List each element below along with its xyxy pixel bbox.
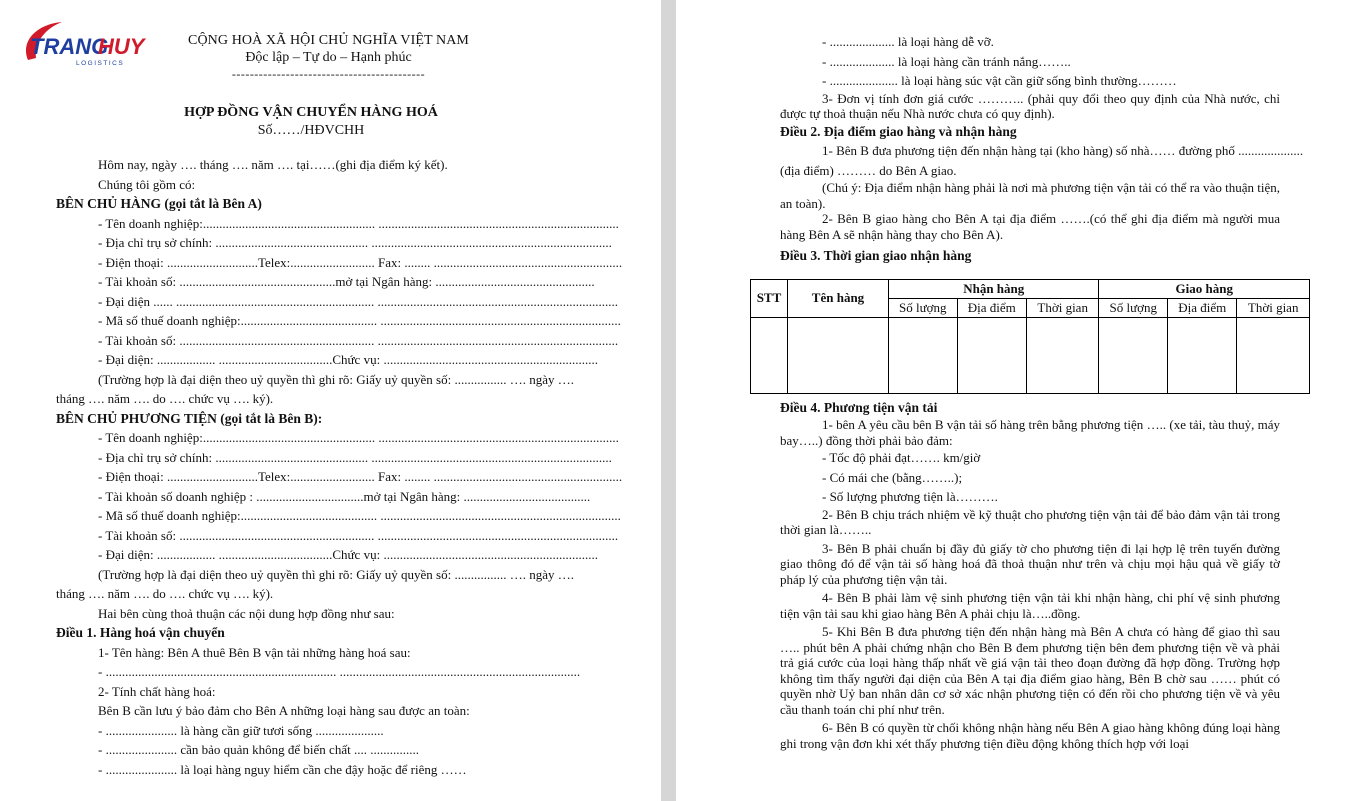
article-2-note: (Chú ý: Địa điểm nhận hàng phải là nơi mà phương tiện vận tải có thể ra vào thuận tiện, an toàn). bbox=[780, 180, 1280, 211]
article-3-heading: Điều 3. Thời gian giao nhận hàng bbox=[780, 248, 972, 263]
party-a-line: - Mã số thuế doanh nghiệp:.......................................... .......................................................................... bbox=[98, 313, 621, 328]
table-cell bbox=[1168, 317, 1237, 393]
article-1-heading: Điều 1. Hàng hoá vận chuyển bbox=[56, 625, 225, 640]
article-4-req: - Số lượng phương tiện là………. bbox=[822, 489, 998, 504]
company-logo bbox=[18, 18, 150, 76]
table-header-name: Tên hàng bbox=[788, 279, 889, 317]
article-4-item-4: 4- Bên B phải làm vệ sinh phương tiện vận tải khi nhận hàng, chi phí vệ sinh phương tiện vận tải sau khi giao hàng Bên A phải chịu là…..đồng. bbox=[780, 590, 1280, 621]
party-a-proxy: (Trường hợp là đại diện theo uỷ quyền thì ghi rõ: Giấy uỷ quyền số: ................ …. ngày …. bbox=[98, 371, 574, 387]
party-a-line: - Địa chỉ trụ sở chính: ............................................... .......................................................................... bbox=[98, 235, 612, 250]
party-a-line: - Tài khoản số: ............................................................ .......................................................................... bbox=[98, 332, 619, 348]
goods-type-line: - .................... là loại hàng cần tránh nắng…….. bbox=[822, 53, 1071, 69]
party-a-fields bbox=[56, 214, 623, 409]
goods-type-line: - ...................... là hàng cần giữ tươi sống ..................... bbox=[98, 722, 384, 738]
table-header-stt: STT bbox=[751, 279, 788, 317]
article-4-heading: Điều 4. Phương tiện vận tải bbox=[780, 399, 938, 415]
logo-text-trang: TRANG bbox=[30, 34, 109, 59]
table-subheader: Địa điểm bbox=[1168, 298, 1237, 317]
table-row bbox=[751, 317, 1310, 393]
table-subheader: Số lượng bbox=[889, 298, 958, 317]
article-1-item-1-dots: - ....................................................................... .......................................................................... bbox=[98, 664, 581, 679]
party-b-line: - Tài khoản số: ............................................................ .......................................................................... bbox=[98, 527, 619, 543]
article-2-item-1: 1- Bên B đưa phương tiện đến nhận hàng tại (kho hàng) số nhà…… đường phố .................... bbox=[822, 143, 1304, 158]
article-4-item-5: 5- Khi Bên B đưa phương tiện đến nhận hàng mà Bên A chưa có hàng để giao thì sau ….. phút bên A phải chứng nhận cho Bên B đem phương tiện bên đem phương tiện về và phải trả giá cước của loại hàng thấp nhất về giá vận tải theo đoạn đường đã hợp đồng. Trường hợp không tìm thấy người đại diện của Bên A tại địa điểm giao hàng, Bên B chờ sau …… phút có quyền nhờ Uỷ ban nhân dân cơ sở xác nhận phương tiện có đến rồi cho phương tiện về và yêu cầu thanh toán chi phí như trên. bbox=[780, 624, 1280, 717]
party-b-line: - Địa chỉ trụ sở chính: ............................................... .......................................................................... bbox=[98, 449, 612, 465]
party-a-line: - Tài khoản số: ................................................mở tại Ngân hàng: ................................................. bbox=[98, 274, 595, 289]
article-4-item-1: 1- bên A yêu cầu bên B vận tải số hàng trên bằng phương tiện ….. (xe tải, tàu thuỷ, máy bay…..) đồng thời phải bảo đảm: bbox=[780, 417, 1280, 448]
party-b-proxy: (Trường hợp là đại diện theo uỷ quyền thì ghi rõ: Giấy uỷ quyền số: ................ …. ngày …. bbox=[98, 566, 574, 582]
party-a-line: - Đại diện: .................. ...................................Chức vụ: .................................................................. bbox=[98, 352, 598, 367]
party-a-line: - Tên doanh nghiệp:..................................................... .......................................................................... bbox=[98, 215, 619, 231]
article-4-item-2: 2- Bên B chịu trách nhiệm về kỹ thuật cho phương tiện vận tải để bảo đảm vận tải trong thời gian là…….. bbox=[780, 506, 1280, 537]
party-b-heading: BÊN CHỦ PHƯƠNG TIỆN (gọi tắt là Bên B): bbox=[56, 410, 323, 426]
party-b-line: - Tài khoản số doanh nghiệp : .................................mở tại Ngân hàng: ....................................... bbox=[98, 488, 591, 504]
article-1-item-1: 1- Tên hàng: Bên A thuê Bên B vận tải những hàng hoá sau: bbox=[98, 644, 411, 660]
agreement-line: Hai bên cùng thoả thuận các nội dung hợp đồng như sau: bbox=[98, 605, 395, 621]
delivery-schedule-table bbox=[750, 279, 1310, 394]
party-a-line: - Đại diện ...... ............................................................. .......................................................................... bbox=[98, 293, 618, 309]
date-line: Hôm nay, ngày …. tháng …. năm …. tại……(ghi địa điểm ký kết). bbox=[98, 157, 448, 172]
nation-motto: Độc lập – Tự do – Hạnh phúc bbox=[245, 50, 412, 65]
article-4-item-3: 3- Bên B phải chuẩn bị đầy đủ giấy tờ cho phương tiện đi lại hợp lệ trên tuyến đường giao thông đó để vận tải số hàng hoá đã thoả thuận như trên và chịu mọi hậu quả về giấy tờ pháp lý của phương tiện vận tải. bbox=[780, 540, 1280, 587]
table-cell bbox=[1099, 317, 1168, 393]
article-4-item-6: 6- Bên B có quyền từ chối không nhận hàng nếu Bên A giao hàng không đúng loại hàng ghi trong vận đơn khi xét thấy phương tiện điều động không thích hợp với loại bbox=[780, 720, 1280, 751]
nation-name: CỘNG HOÀ XÃ HỘI CHỦ NGHĨA VIỆT NAM bbox=[188, 33, 469, 48]
table-cell bbox=[1026, 317, 1099, 393]
party-a-line: - Điện thoại: ............................Telex:.......................... Fax: ........ .......................................................... bbox=[98, 254, 623, 270]
article-4-req: - Có mái che (bằng……..); bbox=[822, 469, 963, 485]
party-a-proxy-cont: tháng …. năm …. do …. chức vụ …. ký). bbox=[56, 391, 274, 406]
party-b-proxy-cont: tháng …. năm …. do …. chức vụ …. ký). bbox=[56, 586, 274, 601]
table-subheader: Thời gian bbox=[1026, 298, 1099, 317]
document-title: HỢP ĐỒNG VẬN CHUYỂN HÀNG HOÁ bbox=[184, 105, 438, 120]
goods-type-line: - .................... là loại hàng dễ vỡ. bbox=[822, 34, 994, 49]
document-page-2 bbox=[676, 0, 1366, 801]
table-subheader: Số lượng bbox=[1099, 298, 1168, 317]
table-cell bbox=[788, 317, 889, 393]
article-1-item-3: 3- Đơn vị tính đơn giá cước ……….. (phải quy đổi theo quy định của Nhà nước, chỉ được tự thoả thuận nếu Nhà nước chưa có quy định). bbox=[780, 90, 1280, 121]
logo-subtext: LOGISTICS bbox=[76, 60, 125, 67]
parties-intro: Chúng tôi gồm có: bbox=[98, 176, 196, 192]
goods-type-line: - ...................... cần bảo quản không để biến chất .... ............... bbox=[98, 742, 419, 757]
document-number: Số……/HĐVCHH bbox=[257, 123, 365, 138]
table-header-receive: Nhận hàng bbox=[889, 279, 1099, 298]
article-1-item-2-note: Bên B cần lưu ý bảo đảm cho Bên A những loại hàng sau được an toàn: bbox=[98, 703, 470, 718]
article-4-req: - Tốc độ phải đạt……. km/giờ bbox=[822, 450, 981, 465]
party-b-line: - Tên doanh nghiệp:..................................................... .......................................................................... bbox=[98, 430, 619, 445]
goods-type-line: - ...................... là loại hàng nguy hiểm cần che đậy hoặc để riêng …… bbox=[98, 761, 467, 777]
national-heading bbox=[186, 32, 471, 81]
table-cell bbox=[957, 317, 1026, 393]
party-b-line: - Đại diện: .................. ...................................Chức vụ: .................................................................. bbox=[98, 547, 598, 562]
document-header bbox=[30, 0, 616, 90]
party-b-fields bbox=[56, 428, 623, 604]
article-2-item-2: 2- Bên B giao hàng cho Bên A tại địa điểm …….(có thể ghi địa điểm mà người mua hàng Bên A sẽ nhận hàng thay cho Bên A). bbox=[780, 211, 1280, 242]
table-cell bbox=[1237, 317, 1310, 393]
table-subheader: Thời gian bbox=[1237, 298, 1310, 317]
nation-divider: ------------------------------------------- bbox=[231, 67, 426, 81]
title-block bbox=[16, 104, 606, 140]
party-b-line: - Điện thoại: ............................Telex:.......................... Fax: ........ .......................................................... bbox=[98, 469, 623, 484]
party-b-line: - Mã số thuế doanh nghiệp:.......................................... .......................................................................... bbox=[98, 508, 621, 523]
table-header-deliver: Giao hàng bbox=[1099, 279, 1310, 298]
page-gap bbox=[661, 0, 676, 801]
logo-text-huy: HUY bbox=[98, 34, 145, 59]
goods-type-line: - ..................... là loại hàng súc vật cần giữ sống bình thường……… bbox=[822, 73, 1177, 88]
table-cell bbox=[751, 317, 788, 393]
document-page-1 bbox=[0, 0, 661, 801]
table-subheader: Địa điểm bbox=[957, 298, 1026, 317]
article-1-item-2: 2- Tính chất hàng hoá: bbox=[98, 683, 216, 699]
article-2-heading: Điều 2. Địa điểm giao hàng và nhận hàng bbox=[780, 123, 1017, 139]
article-2-item-1-cont: (địa điểm) ……… do Bên A giao. bbox=[780, 162, 957, 178]
party-a-heading: BÊN CHỦ HÀNG (gọi tắt là Bên A) bbox=[56, 196, 262, 211]
table-cell bbox=[889, 317, 958, 393]
